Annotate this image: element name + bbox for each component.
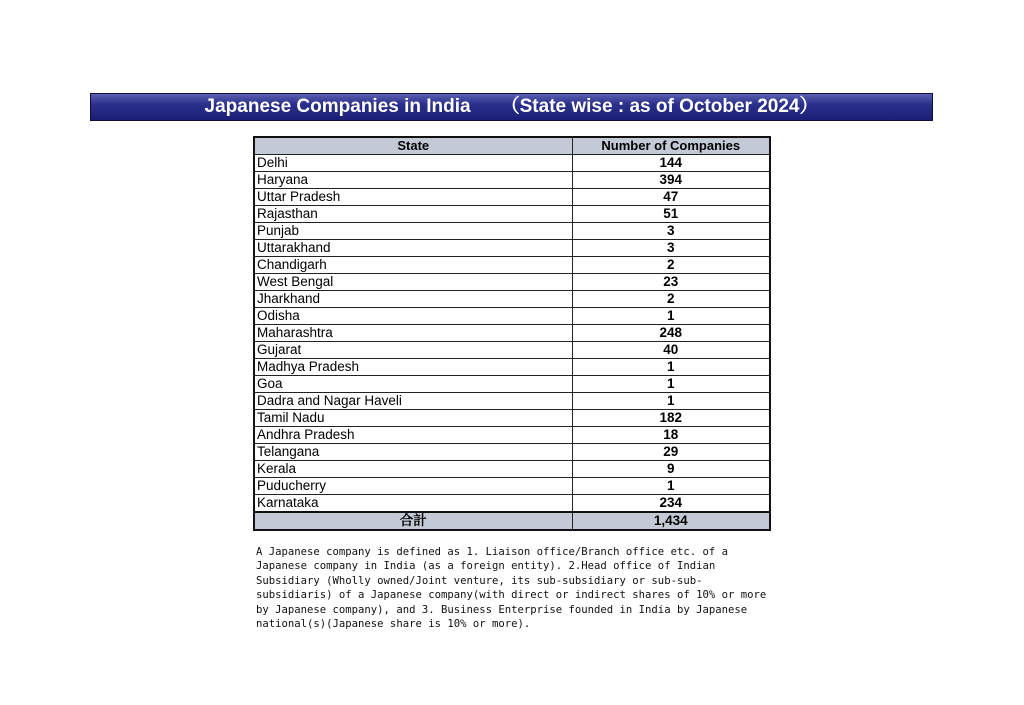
total-value: 1,434 <box>572 512 770 530</box>
table-row <box>254 427 770 444</box>
state-cell: Jharkhand <box>254 291 572 308</box>
footnote: A Japanese company is defined as 1. Liaison office/Branch office etc. of a Japanese company in India (as a foreign entity). 2.Head office of Indian Subsidiary (Wholly owned/Joint venture, its sub-subsidiary or sub-sub- subsidiaris) of a Japanese company(with direct or indirect shares of 10% or more by Japanese company), and 3. Business Enterprise founded in India by Japanese national(s)(Japanese share is 10% or more). <box>256 546 767 631</box>
count-cell: 182 <box>572 410 770 427</box>
count-cell: 18 <box>572 427 770 444</box>
table-row <box>254 359 770 376</box>
state-cell: Kerala <box>254 461 572 478</box>
count-cell: 23 <box>572 274 770 291</box>
table-row <box>254 325 770 342</box>
table-header-row <box>254 137 770 155</box>
total-label: 合計 <box>254 512 572 530</box>
count-cell: 51 <box>572 206 770 223</box>
content <box>253 136 793 631</box>
table-row <box>254 206 770 223</box>
table-row <box>254 240 770 257</box>
state-cell: Uttarakhand <box>254 240 572 257</box>
count-cell: 1 <box>572 393 770 410</box>
table-row <box>254 155 770 172</box>
count-cell: 29 <box>572 444 770 461</box>
state-cell: Rajasthan <box>254 206 572 223</box>
count-cell: 1 <box>572 478 770 495</box>
count-cell: 1 <box>572 308 770 325</box>
count-cell: 3 <box>572 223 770 240</box>
table-row <box>254 342 770 359</box>
table-row <box>254 274 770 291</box>
table-row <box>254 257 770 274</box>
table-row <box>254 291 770 308</box>
companies-table <box>253 136 771 531</box>
state-cell: Chandigarh <box>254 257 572 274</box>
count-cell: 2 <box>572 257 770 274</box>
state-cell: Haryana <box>254 172 572 189</box>
table-row <box>254 172 770 189</box>
table-row <box>254 410 770 427</box>
table-row <box>254 495 770 513</box>
table-row <box>254 461 770 478</box>
state-cell: Tamil Nadu <box>254 410 572 427</box>
count-cell: 2 <box>572 291 770 308</box>
state-cell: Odisha <box>254 308 572 325</box>
table-row <box>254 308 770 325</box>
count-cell: 3 <box>572 240 770 257</box>
header-count: Number of Companies <box>572 137 770 155</box>
title-bar <box>90 93 933 121</box>
count-cell: 234 <box>572 495 770 513</box>
state-cell: Telangana <box>254 444 572 461</box>
state-cell: Punjab <box>254 223 572 240</box>
count-cell: 40 <box>572 342 770 359</box>
page-subtitle: （State wise : as of October 2024） <box>500 96 819 117</box>
table-row <box>254 444 770 461</box>
state-cell: Delhi <box>254 155 572 172</box>
state-cell: Madhya Pradesh <box>254 359 572 376</box>
state-cell: Andhra Pradesh <box>254 427 572 444</box>
state-cell: Goa <box>254 376 572 393</box>
count-cell: 248 <box>572 325 770 342</box>
header-state: State <box>254 137 572 155</box>
count-cell: 144 <box>572 155 770 172</box>
page-title: Japanese Companies in India <box>204 96 471 117</box>
count-cell: 9 <box>572 461 770 478</box>
count-cell: 394 <box>572 172 770 189</box>
state-cell: Karnataka <box>254 495 572 513</box>
table-row <box>254 478 770 495</box>
state-cell: Uttar Pradesh <box>254 189 572 206</box>
table-row <box>254 189 770 206</box>
total-row <box>254 512 770 530</box>
table-row <box>254 393 770 410</box>
table-row <box>254 376 770 393</box>
count-cell: 47 <box>572 189 770 206</box>
state-cell: Puducherry <box>254 478 572 495</box>
table-row <box>254 223 770 240</box>
state-cell: Dadra and Nagar Haveli <box>254 393 572 410</box>
count-cell: 1 <box>572 359 770 376</box>
count-cell: 1 <box>572 376 770 393</box>
state-cell: Gujarat <box>254 342 572 359</box>
state-cell: Maharashtra <box>254 325 572 342</box>
state-cell: West Bengal <box>254 274 572 291</box>
